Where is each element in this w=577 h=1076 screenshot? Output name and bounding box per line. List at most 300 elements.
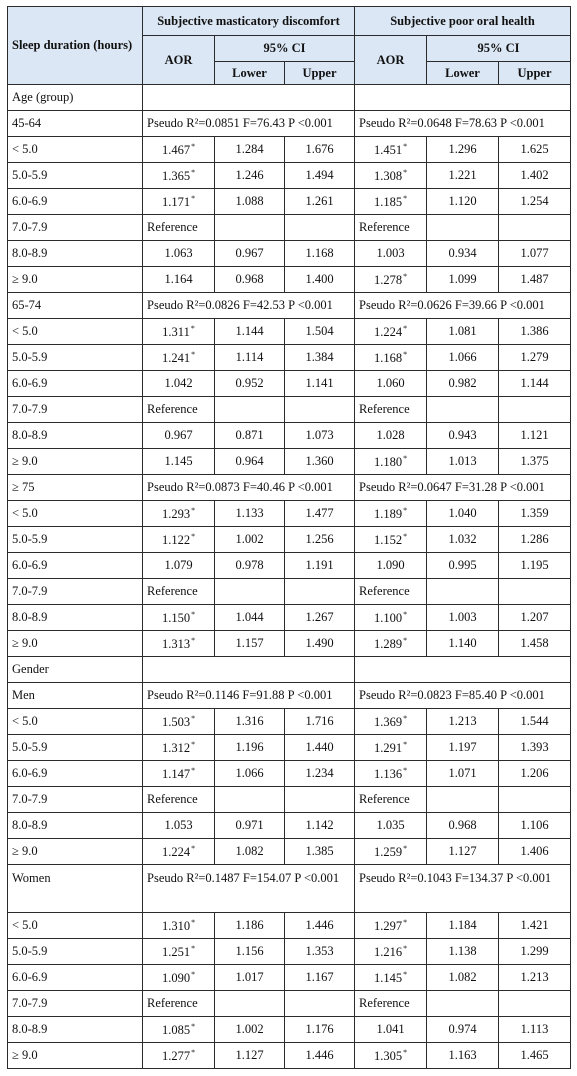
aor-value: 1.164: [164, 272, 193, 286]
empty-cell: [285, 215, 355, 241]
ci-upper-cell: 1.113: [499, 1017, 571, 1043]
model-fit-stat: Pseudo R²=0.1146 F=91.88 P <0.001: [143, 683, 355, 709]
aor-value: 1.369: [373, 714, 403, 729]
significance-marker: *: [403, 713, 408, 723]
aor-cell: [143, 553, 215, 579]
empty-cell: [285, 787, 355, 813]
aor-cell: [355, 371, 427, 397]
ci-upper-cell: 1.406: [499, 839, 571, 865]
empty-cell: [215, 215, 285, 241]
reference-cell: Reference: [143, 787, 215, 813]
model-fit-stat: Pseudo R²=0.0851 F=76.43 P <0.001: [143, 111, 355, 137]
empty-cell: [215, 991, 285, 1017]
ci-upper-cell: 1.195: [499, 553, 571, 579]
row-label: < 5.0: [8, 501, 143, 527]
table-row: [8, 865, 571, 913]
reference-cell: Reference: [143, 397, 215, 423]
aor-value: 1.152: [373, 532, 403, 547]
ci-lower-cell: 0.943: [427, 423, 499, 449]
significance-marker: *: [191, 505, 196, 515]
significance-marker: *: [191, 193, 196, 203]
ci-upper-cell: 1.106: [499, 813, 571, 839]
aor-cell: [355, 423, 427, 449]
aor-cell: [355, 605, 427, 631]
ci-upper-cell: 1.121: [499, 423, 571, 449]
aor-cell: [355, 1017, 427, 1043]
significance-marker: *: [403, 635, 408, 645]
row-label: 7.0-7.9: [8, 787, 143, 813]
aor-value: 1.277: [161, 1048, 191, 1063]
aor-value: 1.136: [373, 766, 403, 781]
table-row: [8, 215, 571, 241]
ci-upper-cell: 1.213: [499, 965, 571, 991]
row-label: ≥ 9.0: [8, 449, 143, 475]
ci-upper-cell: 1.393: [499, 735, 571, 761]
row-label: 5.0-5.9: [8, 345, 143, 371]
significance-marker: *: [403, 531, 408, 541]
aor-cell: [143, 761, 215, 787]
reference-cell: Reference: [355, 397, 427, 423]
aor-cell: [143, 449, 215, 475]
aor-value: 1.085: [161, 1022, 191, 1037]
significance-marker: *: [403, 609, 408, 619]
significance-marker: *: [403, 167, 408, 177]
empty-cell: [285, 397, 355, 423]
reference-cell: Reference: [143, 579, 215, 605]
aor-value: 1.251: [161, 944, 191, 959]
ci-lower-cell: 1.316: [215, 709, 285, 735]
aor-value: 1.090: [376, 558, 405, 572]
empty-cell: [285, 579, 355, 605]
row-label: Men: [8, 683, 143, 709]
aor-cell: [143, 371, 215, 397]
table-row: [8, 345, 571, 371]
ci-lower-cell: 1.099: [427, 267, 499, 293]
aor-cell: [143, 345, 215, 371]
aor-cell: [143, 1017, 215, 1043]
row-label: ≥ 9.0: [8, 631, 143, 657]
ci-upper-cell: 1.279: [499, 345, 571, 371]
table-row: [8, 137, 571, 163]
aor-value: 1.060: [376, 376, 405, 390]
aor-cell: [143, 735, 215, 761]
row-label: < 5.0: [8, 709, 143, 735]
ci-lower-cell: 1.213: [427, 709, 499, 735]
aor-value: 1.079: [164, 558, 193, 572]
significance-marker: *: [403, 969, 408, 979]
ci-lower-cell: 0.968: [215, 267, 285, 293]
aor-value: 1.308: [373, 168, 403, 183]
aor-value: 0.967: [164, 428, 193, 442]
aor-cell: [143, 839, 215, 865]
table-row: [8, 475, 571, 501]
ci-upper-cell: 1.256: [285, 527, 355, 553]
row-label: < 5.0: [8, 319, 143, 345]
significance-marker: *: [191, 843, 196, 853]
aor-cell: [355, 553, 427, 579]
table-row: [8, 371, 571, 397]
empty-cell: [499, 991, 571, 1017]
aor-cell: [143, 813, 215, 839]
ci-upper-cell: 1.077: [499, 241, 571, 267]
ci-upper-cell: 1.299: [499, 939, 571, 965]
empty-cell: [215, 579, 285, 605]
ci-lower-cell: 0.995: [427, 553, 499, 579]
aor-cell: [143, 631, 215, 657]
group-header-masticatory: Subjective masticatory discomfort: [143, 7, 355, 36]
ci-upper-cell: 1.446: [285, 913, 355, 939]
aor-cell: [355, 761, 427, 787]
ci-lower-cell: 1.197: [427, 735, 499, 761]
results-table: [7, 6, 571, 1069]
empty-cell: [143, 657, 355, 683]
row-label: Women: [8, 865, 143, 913]
aor-value: 1.289: [373, 636, 403, 651]
table-row: [8, 991, 571, 1017]
empty-cell: [427, 579, 499, 605]
table-row: [8, 709, 571, 735]
ci-lower-cell: 1.221: [427, 163, 499, 189]
row-label-header: Sleep duration (hours): [8, 7, 143, 85]
aor-value: 1.185: [373, 194, 403, 209]
aor-value: 1.293: [161, 506, 191, 521]
ci-lower-cell: 0.934: [427, 241, 499, 267]
model-fit-stat: Pseudo R²=0.0826 F=42.53 P <0.001: [143, 293, 355, 319]
group-header-oral-health: Subjective poor oral health: [355, 7, 571, 36]
ci-upper-cell: 1.261: [285, 189, 355, 215]
row-label: 45-64: [8, 111, 143, 137]
table-row: [8, 319, 571, 345]
ci-upper-cell: 1.206: [499, 761, 571, 787]
row-label: 5.0-5.9: [8, 939, 143, 965]
aor-cell: [355, 709, 427, 735]
ci-lower-cell: 1.002: [215, 1017, 285, 1043]
aor-value: 1.189: [373, 506, 403, 521]
aor-cell: [143, 605, 215, 631]
aor-cell: [355, 527, 427, 553]
significance-marker: *: [403, 917, 408, 927]
table-header: [8, 7, 571, 85]
ci-upper-cell: 1.477: [285, 501, 355, 527]
significance-marker: *: [191, 969, 196, 979]
row-label: 5.0-5.9: [8, 163, 143, 189]
row-label: 6.0-6.9: [8, 189, 143, 215]
reference-cell: Reference: [355, 991, 427, 1017]
table-row: [8, 501, 571, 527]
ci-lower-cell: 1.071: [427, 761, 499, 787]
reference-cell: Reference: [355, 215, 427, 241]
aor-value: 1.313: [161, 636, 191, 651]
table-row: [8, 163, 571, 189]
empty-cell: [355, 657, 571, 683]
row-label: 7.0-7.9: [8, 397, 143, 423]
empty-cell: [355, 85, 571, 111]
reference-cell: Reference: [355, 787, 427, 813]
aor-cell: [143, 423, 215, 449]
table-body: [8, 85, 571, 1069]
aor-value: 1.278: [373, 272, 403, 287]
ci-lower-cell: 1.066: [215, 761, 285, 787]
significance-marker: *: [191, 141, 196, 151]
ci-lower-cell: 1.186: [215, 913, 285, 939]
aor-cell: [355, 913, 427, 939]
ci-upper-cell: 1.625: [499, 137, 571, 163]
ci-lower-cell: 0.952: [215, 371, 285, 397]
row-label: Gender: [8, 657, 143, 683]
significance-marker: *: [191, 167, 196, 177]
row-label: 6.0-6.9: [8, 761, 143, 787]
ci-upper-cell: 1.073: [285, 423, 355, 449]
table-row: [8, 735, 571, 761]
aor-cell: [355, 449, 427, 475]
ci-lower-cell: 1.156: [215, 939, 285, 965]
ci-upper-cell: 1.446: [285, 1043, 355, 1069]
table-row: [8, 965, 571, 991]
ci-lower-cell: 1.032: [427, 527, 499, 553]
ci-upper-cell: 1.375: [499, 449, 571, 475]
ci-lower-cell: 1.144: [215, 319, 285, 345]
aor-value: 1.053: [164, 818, 193, 832]
aor-cell: [355, 189, 427, 215]
empty-cell: [499, 787, 571, 813]
row-label: 8.0-8.9: [8, 605, 143, 631]
row-label: < 5.0: [8, 913, 143, 939]
reference-cell: Reference: [143, 991, 215, 1017]
empty-cell: [143, 85, 355, 111]
aor-value: 1.003: [376, 246, 405, 260]
aor-cell: [355, 735, 427, 761]
ci-upper-cell: 1.504: [285, 319, 355, 345]
aor-cell: [355, 319, 427, 345]
significance-marker: *: [190, 323, 195, 333]
row-label: ≥ 9.0: [8, 1043, 143, 1069]
empty-cell: [499, 215, 571, 241]
aor-value: 1.145: [164, 454, 193, 468]
ci-lower-cell: 1.002: [215, 527, 285, 553]
ci-upper-cell: 1.267: [285, 605, 355, 631]
table-row: [8, 267, 571, 293]
ci-lower-cell: 0.982: [427, 371, 499, 397]
aor-value: 1.241: [161, 350, 191, 365]
ci-lower-cell: 1.013: [427, 449, 499, 475]
empty-cell: [215, 787, 285, 813]
row-label: ≥ 75: [8, 475, 143, 501]
empty-cell: [427, 787, 499, 813]
ci-lower-cell: 0.974: [427, 1017, 499, 1043]
aor-value: 1.100: [373, 610, 403, 625]
ci-lower-cell: 1.284: [215, 137, 285, 163]
table-row: [8, 111, 571, 137]
significance-marker: *: [191, 635, 196, 645]
model-fit-stat: Pseudo R²=0.1043 F=134.37 P <0.001: [355, 865, 571, 913]
aor-cell: [143, 939, 215, 965]
reference-cell: Reference: [143, 215, 215, 241]
ci-lower-cell: 1.003: [427, 605, 499, 631]
ci-upper-cell: 1.384: [285, 345, 355, 371]
aor-cell: [143, 1043, 215, 1069]
row-label: 6.0-6.9: [8, 965, 143, 991]
aor-value: 1.310: [161, 918, 191, 933]
aor-value: 1.311: [162, 324, 190, 339]
significance-marker: *: [191, 609, 196, 619]
empty-cell: [427, 215, 499, 241]
significance-marker: *: [403, 323, 408, 333]
table-row: [8, 423, 571, 449]
ci-lower-cell: 1.088: [215, 189, 285, 215]
row-label: 7.0-7.9: [8, 215, 143, 241]
upper-header: Upper: [499, 62, 571, 85]
aor-cell: [143, 913, 215, 939]
aor-header: AOR: [355, 36, 427, 85]
aor-cell: [143, 241, 215, 267]
table-row: [8, 1043, 571, 1069]
ci-lower-cell: 1.040: [427, 501, 499, 527]
model-fit-stat: Pseudo R²=0.0648 F=78.63 P <0.001: [355, 111, 571, 137]
ci-upper-cell: 1.487: [499, 267, 571, 293]
aor-value: 1.063: [164, 246, 193, 260]
significance-marker: *: [191, 1021, 196, 1031]
aor-value: 1.090: [161, 970, 191, 985]
ci-upper-cell: 1.385: [285, 839, 355, 865]
table-row: [8, 939, 571, 965]
ci-lower-cell: 0.978: [215, 553, 285, 579]
significance-marker: *: [403, 943, 408, 953]
table-row: [8, 449, 571, 475]
row-label: 8.0-8.9: [8, 423, 143, 449]
ci-lower-cell: 1.017: [215, 965, 285, 991]
row-label: 5.0-5.9: [8, 735, 143, 761]
aor-value: 1.042: [164, 376, 193, 390]
significance-marker: *: [403, 141, 408, 151]
row-label: ≥ 9.0: [8, 267, 143, 293]
ci-lower-cell: 1.066: [427, 345, 499, 371]
aor-value: 1.150: [161, 610, 191, 625]
aor-cell: [355, 501, 427, 527]
ci-upper-cell: 1.359: [499, 501, 571, 527]
ci-lower-cell: 0.871: [215, 423, 285, 449]
upper-header: Upper: [285, 62, 355, 85]
table-row: [8, 579, 571, 605]
table-row: [8, 293, 571, 319]
aor-cell: [355, 965, 427, 991]
ci-upper-cell: 1.167: [285, 965, 355, 991]
table-row: [8, 527, 571, 553]
ci-upper-cell: 1.490: [285, 631, 355, 657]
aor-value: 1.451: [373, 142, 403, 157]
lower-header: Lower: [427, 62, 499, 85]
table-row: [8, 761, 571, 787]
aor-cell: [143, 527, 215, 553]
ci-lower-cell: 0.971: [215, 813, 285, 839]
row-label: 8.0-8.9: [8, 813, 143, 839]
aor-cell: [355, 345, 427, 371]
ci-upper-cell: 1.144: [499, 371, 571, 397]
empty-cell: [427, 991, 499, 1017]
ci-upper-cell: 1.402: [499, 163, 571, 189]
significance-marker: *: [191, 765, 196, 775]
ci-upper-cell: 1.142: [285, 813, 355, 839]
significance-marker: *: [403, 843, 408, 853]
ci-lower-cell: 1.138: [427, 939, 499, 965]
ci-lower-cell: 0.964: [215, 449, 285, 475]
ci-upper-cell: 1.207: [499, 605, 571, 631]
ci-lower-cell: 1.140: [427, 631, 499, 657]
ci-lower-cell: 1.157: [215, 631, 285, 657]
ci-lower-cell: 0.967: [215, 241, 285, 267]
ci-lower-cell: 1.081: [427, 319, 499, 345]
significance-marker: *: [191, 1047, 196, 1057]
significance-marker: *: [191, 349, 196, 359]
ci-lower-cell: 1.044: [215, 605, 285, 631]
ci-lower-cell: 0.968: [427, 813, 499, 839]
row-label: 65-74: [8, 293, 143, 319]
aor-cell: [355, 1043, 427, 1069]
reference-cell: Reference: [355, 579, 427, 605]
ci-upper-cell: 1.141: [285, 371, 355, 397]
table-row: [8, 189, 571, 215]
aor-cell: [143, 267, 215, 293]
aor-cell: [355, 631, 427, 657]
row-label: 6.0-6.9: [8, 553, 143, 579]
aor-value: 1.467: [161, 142, 191, 157]
table-row: [8, 913, 571, 939]
ci-upper-cell: 1.458: [499, 631, 571, 657]
empty-cell: [499, 397, 571, 423]
row-label: 8.0-8.9: [8, 1017, 143, 1043]
aor-value: 1.180: [373, 454, 403, 469]
aor-cell: [143, 965, 215, 991]
row-label: 7.0-7.9: [8, 991, 143, 1017]
model-fit-stat: Pseudo R²=0.0873 F=40.46 P <0.001: [143, 475, 355, 501]
aor-cell: [355, 267, 427, 293]
table-row: [8, 787, 571, 813]
aor-value: 1.145: [373, 970, 403, 985]
aor-cell: [355, 163, 427, 189]
ci-lower-cell: 1.120: [427, 189, 499, 215]
aor-cell: [355, 137, 427, 163]
significance-marker: *: [403, 453, 408, 463]
ci-lower-cell: 1.246: [215, 163, 285, 189]
ci-upper-cell: 1.353: [285, 939, 355, 965]
model-fit-stat: Pseudo R²=0.0823 F=85.40 P <0.001: [355, 683, 571, 709]
ci-upper-cell: 1.494: [285, 163, 355, 189]
aor-cell: [355, 839, 427, 865]
row-label: 6.0-6.9: [8, 371, 143, 397]
aor-cell: [355, 241, 427, 267]
aor-value: 1.171: [161, 194, 191, 209]
significance-marker: *: [403, 505, 408, 515]
aor-cell: [143, 501, 215, 527]
significance-marker: *: [403, 271, 408, 281]
table-row: [8, 605, 571, 631]
ci-lower-cell: 1.163: [427, 1043, 499, 1069]
table-row: [8, 813, 571, 839]
model-fit-stat: Pseudo R²=0.0626 F=39.66 P <0.001: [355, 293, 571, 319]
table-row: [8, 631, 571, 657]
ci-upper-cell: 1.440: [285, 735, 355, 761]
table-row: [8, 657, 571, 683]
empty-cell: [499, 579, 571, 605]
ci-upper-cell: 1.191: [285, 553, 355, 579]
table-row: [8, 1017, 571, 1043]
aor-value: 1.259: [373, 844, 403, 859]
model-fit-stat: Pseudo R²=0.1487 F=154.07 P <0.001: [143, 865, 355, 913]
ci-lower-cell: 1.184: [427, 913, 499, 939]
table-row: [8, 85, 571, 111]
aor-cell: [143, 319, 215, 345]
significance-marker: *: [191, 739, 196, 749]
aor-value: 1.291: [373, 740, 403, 755]
